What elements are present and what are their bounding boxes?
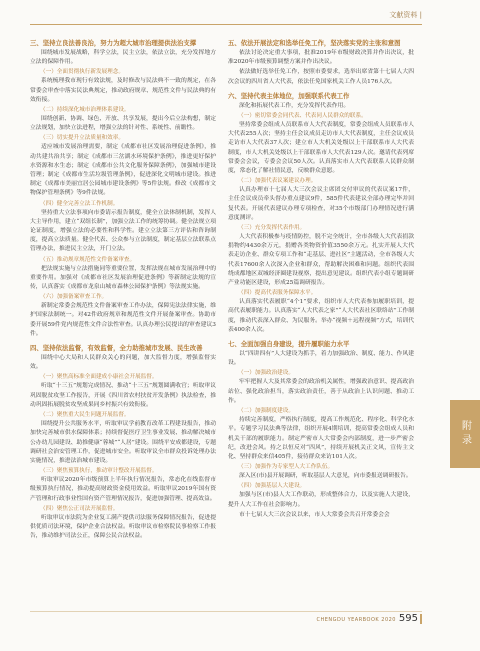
subheading: （二）聚焦重大民生问题开展监督。 <box>40 412 130 419</box>
subheading: （四）加强基层人大建设。 <box>238 483 306 490</box>
paragraph: 围绕中心大局和人民群众关心的问题，加大监督力度，增强监督实效。 <box>30 355 216 371</box>
subheading: （六）加强备案审查工作。 <box>40 294 108 301</box>
subheading: （一）聚焦高标准全面建成小康社会开展监督。 <box>40 374 158 381</box>
subheading: （一）全面贯彻执行新发展理念。 <box>40 69 124 76</box>
paragraph: 深化和拓展代表工作，充分发挥代表作用。 <box>239 102 350 109</box>
paragraph: 认真落实代表履职“4个1”要求，组织市人大代表参加履职培训，提高代表履职能力。认真落实“人大代表之家”“人大代表社区联络站”工作制度，推动代表深入群众、为民服务。举办“视频＋远程视频”方式，培训代表400余人次。 <box>228 299 414 333</box>
left-column <box>30 34 216 589</box>
subheading: （四）聚焦公正司法开展监督。 <box>40 505 119 512</box>
paragraph: 加强与区(市)县人大工作联动，形成整体合力，以及实施人大建设，提升人大工作在社会影响力。 <box>228 492 414 508</box>
section-heading: 三、坚持立良法善良治，努力为超大城市治理提供法治支撑 <box>30 39 197 47</box>
paragraph: 围绕城市发展战略，科学立法，民主立法，依法立法，充分发挥地方立法的保障作用。 <box>30 50 216 66</box>
subheading: （二）加强制度建设。 <box>238 408 294 415</box>
page-number-bar <box>420 614 422 624</box>
paragraph: 听取“十三五”规划完成情况、推动“十三五”规划圆满收官；听取审议巩固脱贫攻坚工作报告，开展《四川省农村扶贫开发条例》执法检查，推动巩固拓展脱贫攻坚成果同乡村振兴有效衔接。 <box>30 383 216 408</box>
paragraph: 市十七届人大三次会议以来，市人大常委会共召开常委会会 <box>239 511 390 518</box>
page-number: 595 <box>398 613 418 624</box>
page-body <box>30 34 414 589</box>
subheading: （一）密切常委会同代表、代表同人民群众的联系。 <box>238 113 367 120</box>
section-heading: 五、依法开展法定和选举任免工作，坚决落实党的主张和意图 <box>228 39 401 47</box>
right-column <box>228 34 414 589</box>
header-rule <box>30 24 422 25</box>
subheading: （三）聚焦预算执行，推动审计整改开展监督。 <box>40 468 158 475</box>
paragraph: 坚持常委会组成人员联系市人大代表制度，常委会组成人员联系市人大代表255人次；坚持主任会议成员走访市人大代表制度，主任会议成员走访市人大代表37人次；建立市人大机关处级以上干部联系市人大代表制度，市人大机关处级以上干部联系市人大代表129人次。邀请代表列席常委会会议，专委会会议50人次。认真落实市人大代表联系人民群众制度，常态化了解社情民意，反映群众意愿。 <box>228 122 414 175</box>
footer-rule <box>30 611 422 612</box>
subheading: （二）加强代表议案建议办理。 <box>238 178 317 185</box>
section-heading: 四、坚持依法监督，有效监督，全力助推城市发展、民生改善 <box>30 344 203 353</box>
paragraph: 系统梳理我市现行有效法规，及时修改与民法典不一致的规定，在各常委会审查中落实民法典规定，推动政府规章、规范性文件与民法典的有效衔接。 <box>30 78 216 103</box>
subheading: （三）充分发挥代表作用。 <box>238 225 306 232</box>
paragraph: 牢牢把握人大及其常委会的政治机关属性，增强政治意识、提高政治站位、强化政治担当，落实政治责任，善于从政治上认识问题、推动工作。 <box>228 379 414 404</box>
subheading: （三）加强作为专家型人大工作队伍。 <box>238 464 334 471</box>
paragraph: 听取审议2020年市级预算上半年执行情况报告，常态化在线监督市级预算执行情况，推动提高财政资金使用效益。听取审议2019年国有资产管理和行政事业性国有资产管理情况报告，促进加强管理、提高效益。 <box>30 477 216 502</box>
page-header <box>0 0 480 30</box>
paragraph: 适应城市发展治理需要，制定《成都市社区发展治理促进条例》，推动共建共治共享；制定《成都市三岔湖水环境保护条例》，推进更好保护水资源和水生态；制定《成都市公共文化服务保障条例》，加强城市建设管理；制定《成都市生活垃圾管理条例》，促进深化文明城市建设。推进制定《成都市美丽宜居公园城市建设条例》等5件法规。修改《成都市文物保护管理条例》等9件法规。 <box>30 144 216 197</box>
section-heading: 七、全面加强自身建设，提升履职能力水平 <box>228 340 350 349</box>
subheading: （一）加强政治建设。 <box>238 370 294 377</box>
paragraph: 持续完善制度，严格执行制度，提高工作规范化、程序化、科学化水平。专题学习民法典等法律，组织开展4期培训，提高常委会组成人员和机关干部的履职能力。制定严密市人大常委会内部制度，进一步严密会纪，改进会风。持之以恒反对“四风”，持续开展机关正文风，宣传主文化、坚持群众来信405件，接待群众来访101人次。 <box>228 417 414 460</box>
appendix-tab: 附录 <box>450 400 480 468</box>
paragraph: 深入区(市)县开展调研，听取基层人大意见，向市委报送调研报告。 <box>239 473 412 480</box>
subheading: （三）切实提升立法质量和效率。 <box>40 135 124 142</box>
section-tag: 文献资料 | <box>389 11 422 19</box>
subheading: （四）提高代表服务保障水平。 <box>238 290 317 297</box>
paragraph: 新制定常委会规范性文件备案审查工作办法，保障宪法法律实施，维护国家法制统一。对42件政府规章和规范性文件开展备案审查。协助市委开展59件党内规范性文件合法性审查。认真办理公民提出的审查建议3件。 <box>30 303 216 337</box>
paragraph: 围绕提升公共服务水平，听取审议学前教育改革工程建设报告，推动加快完善城市供水保障体系；持续督促医疗卫生事业发展、推动解决城市公办幼儿园建设、助推健康“蓉城”“人居”建设。围绕平安成都建设，专题调研社会治安管理工作，促进城市安全。听取审议全市群众投诉处理办法实施情况，推进法治城市建设。 <box>30 421 216 464</box>
subheading: （四）健全完善立法工作机制。 <box>40 200 119 207</box>
paragraph: 围绕创新、协调、绿色、开放、共享发展，提出今后立法构想，制定立法规划，加快立法进程，增强立法的针对性、系统性、前瞻性。 <box>30 116 216 132</box>
paragraph: 人大代表积极参与疫情防控，脱不完全统计，全市各级人大代表捐款捐物约4430余万元，捐赠各类物资价值3550余万元。扎实开展人大代表走访企业、群众专项工作和“走基层、进社区”主题活动，全市各级人大代表17600余人次深入企业和群众，帮助解决困难和问题。组织代表围绕成都地区双城经济圈建设视察，提出意见建议。组织代表小组专题调研产业功能区建设，形成25篇调研报告。 <box>228 234 414 287</box>
paragraph: 听取审议市法院为企业复工满产提供司法服务保障情况报告，促进提供优质司法环境，保护企业合法权益。听取审议市检察院民事检察工作报告，推动维护司法公正，保障公民合法权益。 <box>30 514 216 540</box>
paragraph: 把法规实施与立法措施同等重要位置，发挥法规在城市发展治理中的重要作用。加强对《成都市社区发展治理促进条例》等新制定法规的宣传，认真落实《成都市龙泉山城市森林公园保护条例》等法规实施。 <box>30 265 216 291</box>
paragraph: 依法讨论决定重大事项，批准2019年市级财政决算并作出决议，批准2020年市级预算调整方案并作出决议。 <box>228 50 414 66</box>
paragraph: 坚持重大立法事项向市委请示报告制度，健全立法体制机制，发挥人大主导作用，建立“双组长制”，加强立法工作的统筹协调。健全法规立项论证制度，增强立法的必要性和科学性。建立立法第三方评估和咨询制度，提高立法质量。健全代表、公众参与立法制度，制定基层立法联系点管理办法，推进民主立法，开门立法。 <box>30 209 216 253</box>
paragraph: 以“四讲四有”人大建设为抓手，着力加强政治、制度、能力、作风建设。 <box>228 351 414 367</box>
page-footer <box>0 605 480 651</box>
subheading: （五）推动规章规范性文件备案审查。 <box>40 256 136 263</box>
paragraph: 依法做好选举任免工作，按照市委要求，选举出席省第十七届人大四次会议的四川省人大代表，依法任免国家机关工作人员176人次。 <box>228 69 414 85</box>
yearbook-label: CHENGDU YEARBOOK 2020 <box>316 617 396 623</box>
subheading: （二）持续深化城市治理体系建设。 <box>40 107 130 114</box>
section-heading: 六、坚持代表主体地位，加强联系代表工作 <box>228 91 350 100</box>
paragraph: 认真办理市十七届人大三次会议主席团交付审议的代表议案17件，主任会议成员牵头督办重点建议9件，585件代表建议全部办理完毕并回复代表。开展代表建议办理专项检查，对35个市级部门办理情况进行满意度测评。 <box>228 187 414 221</box>
